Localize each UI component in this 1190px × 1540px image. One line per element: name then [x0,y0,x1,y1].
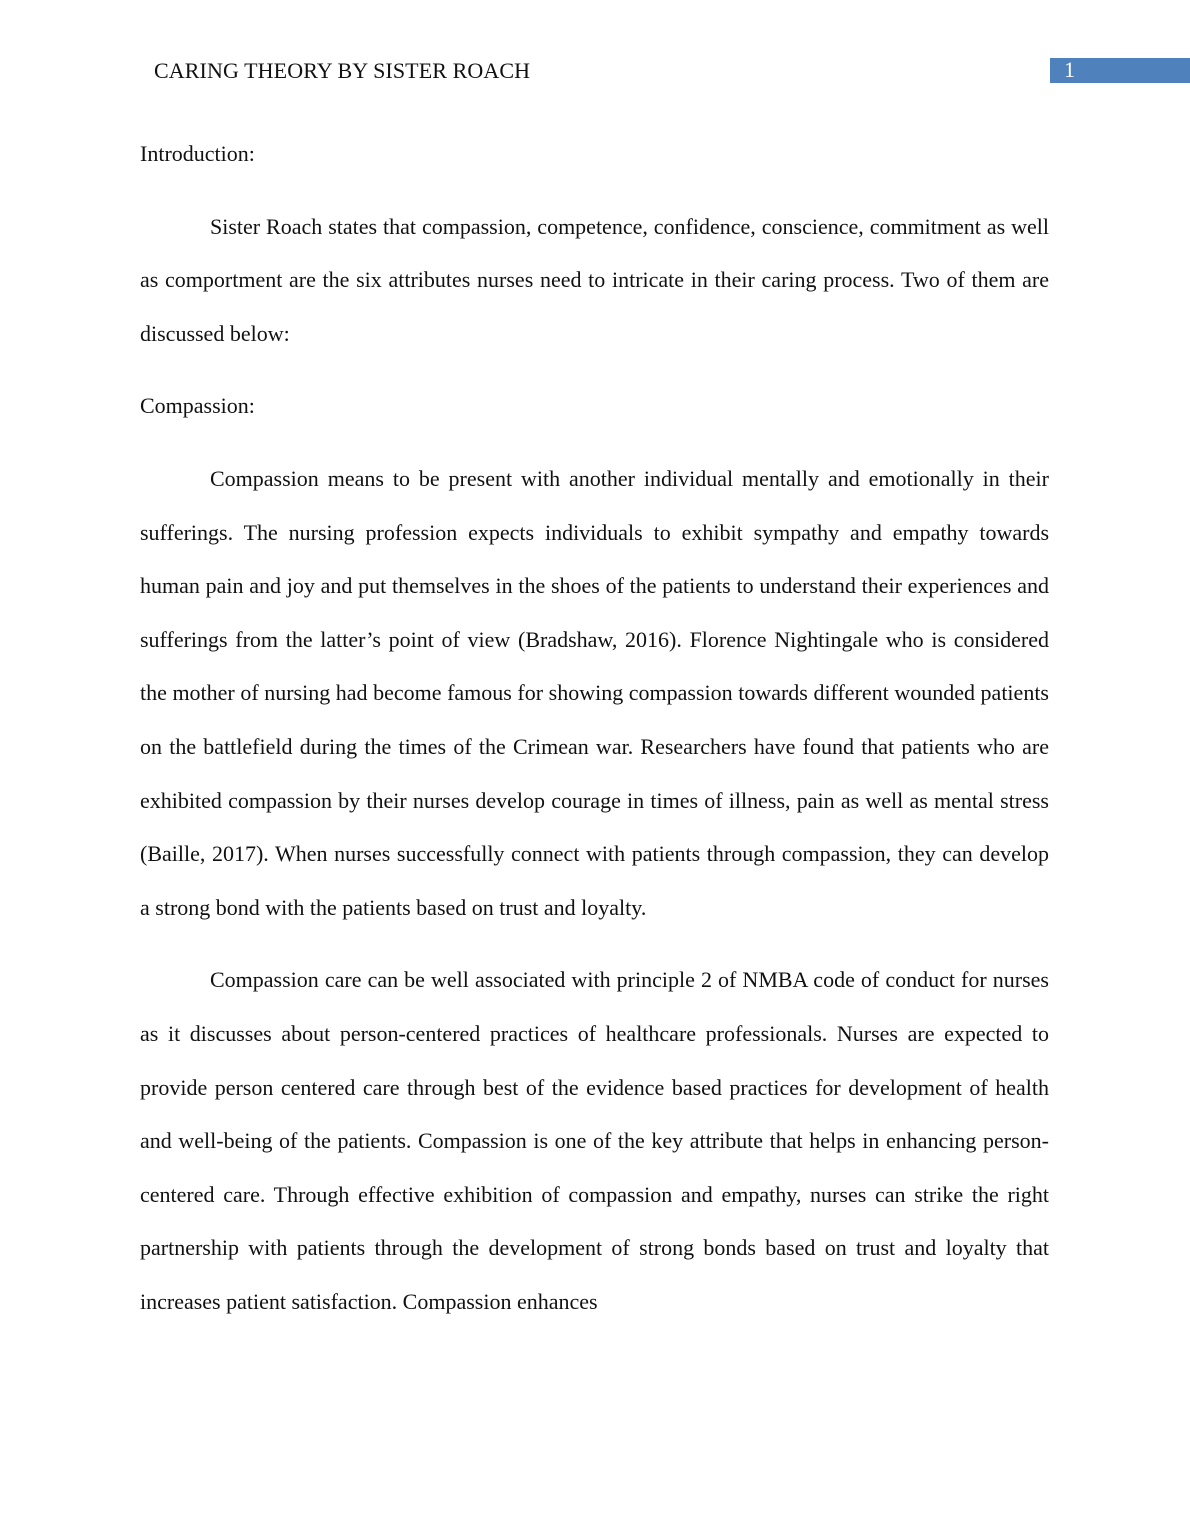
page-number: 1 [1064,57,1075,82]
compassion-paragraph-2: Compassion care can be well associated with principle 2 of NMBA code of conduct for nurses as it discusses about person-centered practices of healthcare professionals. Nurses are expected to provide person centered care through best of the evidence based practices for development of health and well-being of the patients. Compassion is one of the key attribute that helps in enhancing person-centered care. Through effective exhibition of compassion and empathy, nurses can strike the right partnership with patients through the development of strong bonds based on trust and loyalty that increases patient satisfaction. Compassion enhances [140,967,1049,1314]
intro-paragraph: Sister Roach states that compassion, competence, confidence, conscience, commitment as well as comportment are the six attributes nurses need to intricate in their caring process. Two of them are discussed below: [140,213,1049,346]
document-body [140,127,1049,1347]
intro-heading: Introduction: [140,141,255,166]
compassion-paragraph-1: Compassion means to be present with another individual mentally and emotionally in their sufferings. The nursing profession expects individuals to exhibit sympathy and empathy towards human pain and joy and put themselves in the shoes of the patients to understand their experiences and sufferings from the latter’s point of view (Bradshaw, 2016). Florence Nightingale who is considered the mother of nursing had become famous for showing compassion towards different wounded patients on the battlefield during the times of the Crimean war. Researchers have found that patients who are exhibited compassion by their nurses develop courage in times of illness, pain as well as mental stress (Baille, 2017). When nurses successfully connect with patients through compassion, they can develop a strong bond with the patients based on trust and loyalty. [140,465,1049,920]
running-head: CARING THEORY BY SISTER ROACH [154,58,531,83]
compassion-heading: Compassion: [140,393,255,419]
page-number-badge [1050,58,1190,83]
